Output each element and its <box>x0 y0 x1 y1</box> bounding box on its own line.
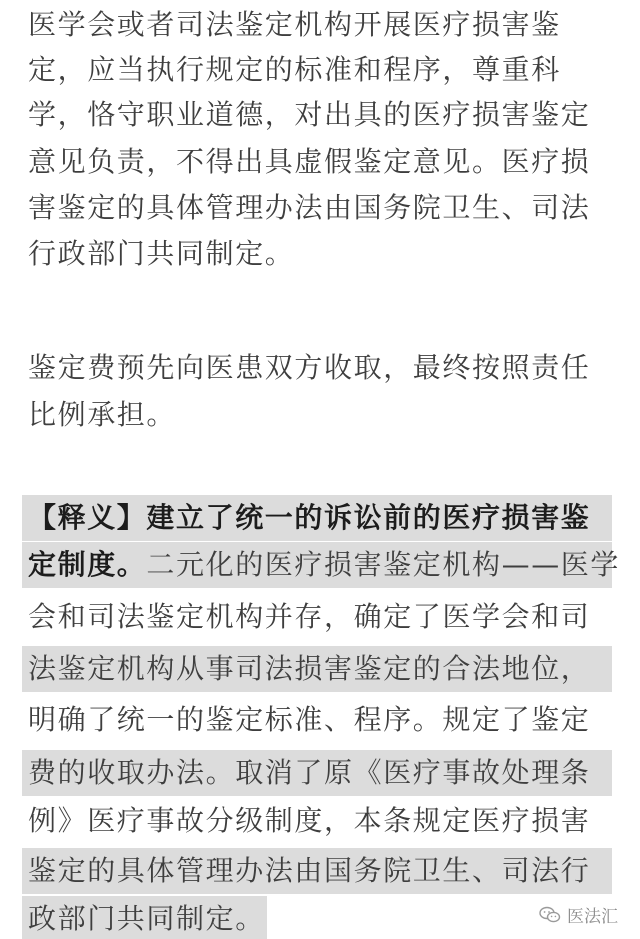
paragraph-3-line <box>28 542 620 588</box>
watermark-text: 医法汇 <box>567 907 618 927</box>
paragraph-1-line: 害鉴定的具体管理办法由国务院卫生、司法 <box>28 191 591 224</box>
paragraph-3-line: 鉴定的具体管理办法由国务院卫生、司法行 <box>28 854 591 887</box>
paragraph-3-line: 政部门共同制定。 <box>28 902 265 935</box>
interpretation-heading-end: 定制度。 <box>28 548 147 581</box>
watermark <box>539 902 618 927</box>
paragraph-3-line: 费的收取办法。取消了原《医疗事故处理条 <box>28 756 591 789</box>
paragraph-1-line: 意见负责，不得出具虚假鉴定意见。医疗损 <box>28 145 591 178</box>
interpretation-heading: 【释义】建立了统一的诉讼前的医疗损害鉴 <box>28 501 591 534</box>
paragraph-2-line: 鉴定费预先向医患双方收取，最终按照责任 <box>28 351 591 384</box>
paragraph-3-line: 法鉴定机构从事司法损害鉴定的合法地位， <box>28 652 591 685</box>
paragraph-3-text: 二元化的医疗损害鉴定机构——医学 <box>146 548 621 581</box>
paragraph-1-line: 医学会或者司法鉴定机构开展医疗损害鉴 <box>28 8 561 41</box>
paragraph-2-line: 比例承担。 <box>28 398 177 431</box>
paragraph-3-line: 会和司法鉴定机构并存，确定了医学会和司 <box>28 600 591 633</box>
paragraph-1-line: 学，恪守职业道德，对出具的医疗损害鉴定 <box>28 98 591 131</box>
paragraph-1-line: 行政部门共同制定。 <box>28 237 295 270</box>
paragraph-3-line: 例》医疗事故分级制度，本条规定医疗损害 <box>28 804 591 837</box>
paragraph-3-line: 明确了统一的鉴定标准、程序。规定了鉴定 <box>28 703 591 736</box>
wechat-icon <box>539 906 561 924</box>
paragraph-1-line: 定，应当执行规定的标准和程序，尊重科 <box>28 53 561 86</box>
